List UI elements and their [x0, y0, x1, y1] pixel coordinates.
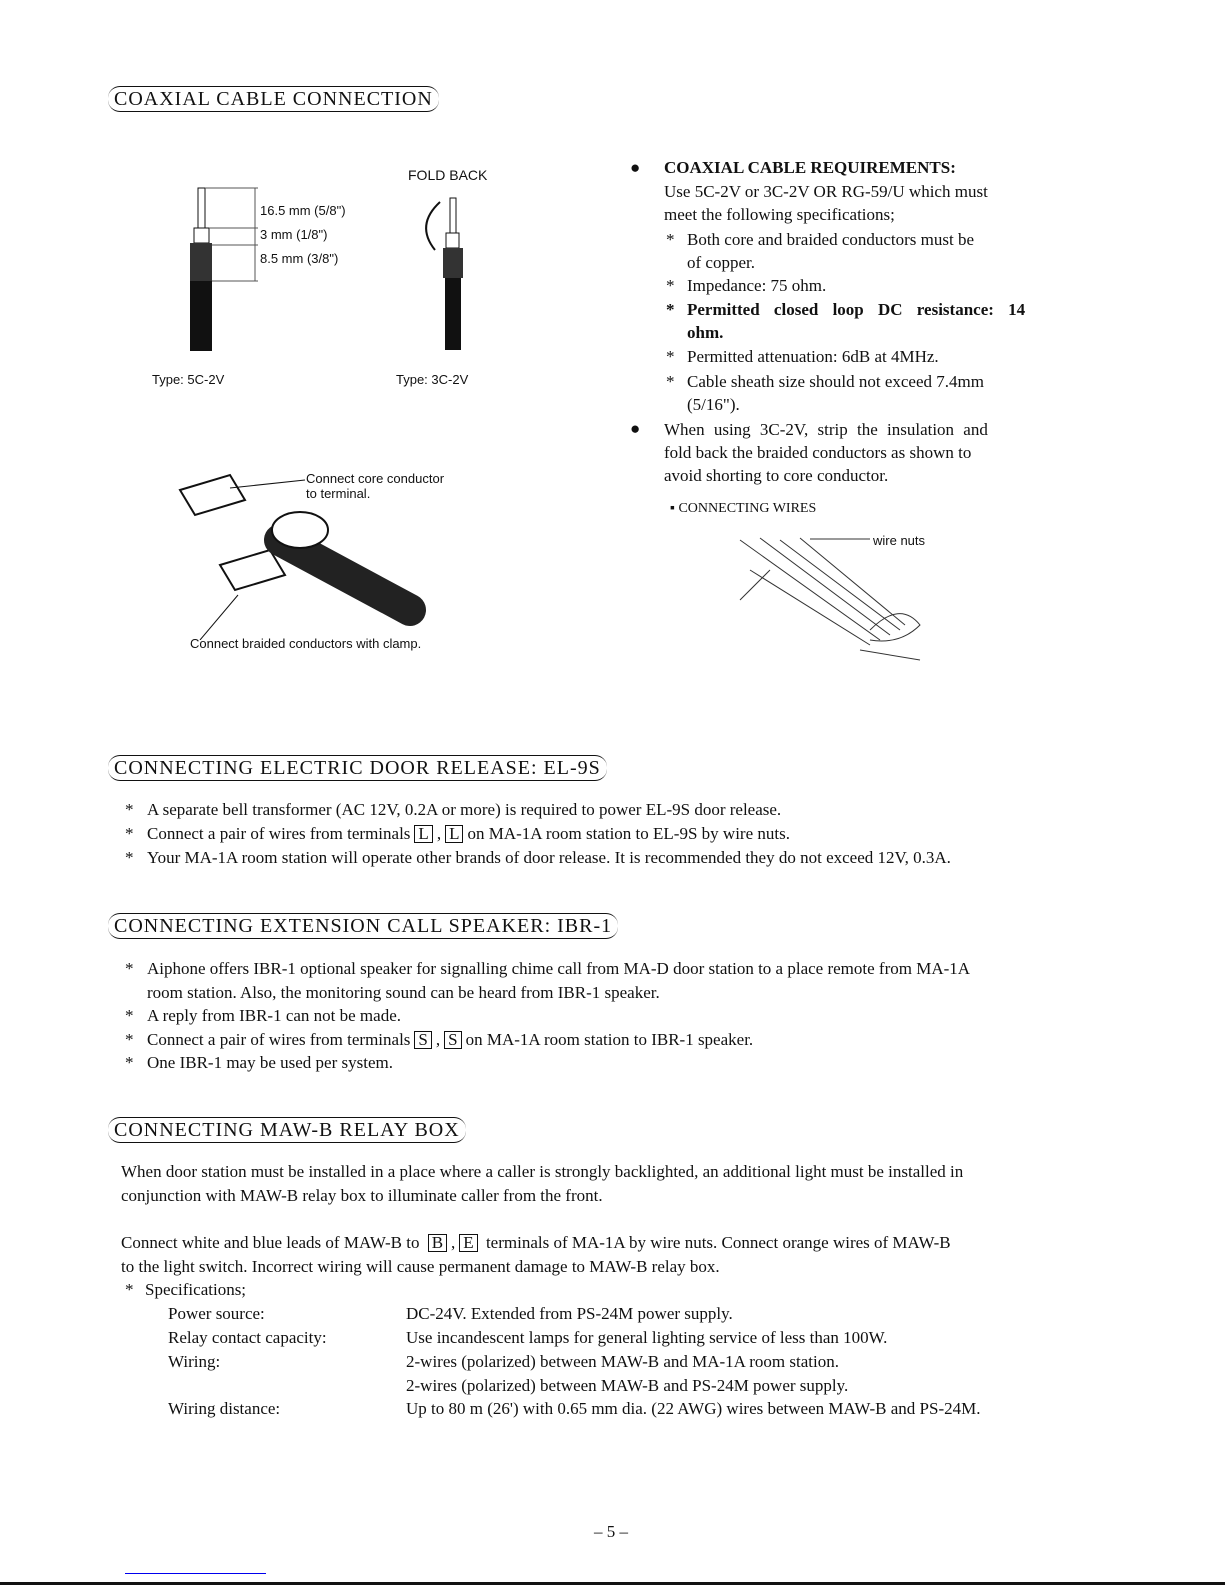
requirements-title: COAXIAL CABLE REQUIREMENTS:	[664, 158, 956, 177]
asterisk: *	[125, 959, 134, 978]
terminal-s: S	[444, 1031, 461, 1049]
terminal-e: E	[459, 1234, 477, 1252]
fold-back-label: FOLD BACK	[408, 167, 488, 183]
page-number: – 5 –	[594, 1522, 628, 1541]
asterisk: *	[125, 1053, 134, 1072]
door-line-3: Your MA-1A room station will operate other brands of door release. It is recommended they do not exceed 12V, 0.3A.	[147, 848, 951, 867]
wire-nuts-diagram	[730, 530, 930, 670]
terminal-s: S	[414, 1031, 431, 1049]
core-conductor-label-1: Connect core conductor	[306, 471, 445, 486]
type-5c2v-label: Type: 5C-2V	[152, 372, 225, 387]
note-line: When using 3C-2V, strip the insulation and	[664, 420, 988, 439]
spec-key: Wiring:	[168, 1352, 221, 1371]
dim-braid: 8.5 mm (3/8")	[260, 251, 339, 266]
bullet: ●	[630, 158, 641, 177]
asterisk: *	[125, 848, 134, 867]
asterisk: *	[666, 372, 675, 391]
relay-para-2b: to the light switch. Incorrect wiring will cause permanent damage to MAW-B relay box.	[121, 1257, 720, 1276]
core-conductor-label-2: to terminal.	[306, 486, 371, 501]
spec-impedance: Impedance: 75 ohm.	[687, 276, 827, 295]
type-3c2v-label: Type: 3C-2V	[396, 372, 469, 387]
wire-nuts-label: wire nuts	[873, 533, 926, 548]
relay-para-2: Connect white and blue leads of MAW-B to B , E terminals of MA-1A by wire nuts. Connect orange wires of MAW-B	[121, 1233, 951, 1252]
asterisk: *	[666, 276, 675, 295]
note-line: avoid shorting to core conductor.	[664, 466, 889, 485]
spec-resistance: Permitted closed loop DC resistance: 14	[687, 300, 1026, 319]
dim-insulation: 3 mm (1/8")	[260, 227, 328, 242]
spec-key: Relay contact capacity:	[168, 1328, 327, 1347]
spec-sheath-cont: (5/16").	[687, 395, 740, 414]
req-line: meet the following specifications;	[664, 205, 895, 224]
terminal-b: B	[428, 1234, 447, 1252]
spec-copper: Both core and braided conductors must be	[687, 230, 975, 249]
spec-attenuation: Permitted attenuation: 6dB at 4MHz.	[687, 347, 939, 366]
req-line: Use 5C-2V or 3C-2V OR RG-59/U which must	[664, 182, 988, 201]
spec-sheath: Cable sheath size should not exceed 7.4mm	[687, 372, 984, 391]
asterisk: *	[125, 800, 134, 819]
speaker-line-1b: room station. Also, the monitoring sound can be heard from IBR-1 speaker.	[147, 983, 660, 1002]
speaker-line-2: A reply from IBR-1 can not be made.	[147, 1006, 401, 1025]
connecting-wires-text: CONNECTING WIRES	[678, 501, 817, 516]
asterisk: *	[125, 1006, 134, 1025]
asterisk: *	[125, 1280, 134, 1299]
spec-value: 2-wires (polarized) between MAW-B and MA-1A room station.	[406, 1352, 839, 1371]
connecting-wires-heading: ▪ CONNECTING WIRES	[670, 501, 817, 516]
spec-value: DC-24V. Extended from PS-24M power supply.	[406, 1304, 733, 1323]
speaker-line-4: One IBR-1 may be used per system.	[147, 1053, 393, 1072]
terminal-l: L	[414, 825, 432, 843]
dim-core: 16.5 mm (5/8")	[260, 203, 346, 218]
section-heading-door-release: CONNECTING ELECTRIC DOOR RELEASE: EL-9S	[108, 755, 607, 781]
spec-key: Wiring distance:	[168, 1399, 281, 1418]
spec-value: Up to 80 m (26') with 0.65 mm dia. (22 AWG) wires between MAW-B and PS-24M.	[406, 1399, 981, 1418]
asterisk: *	[125, 1030, 134, 1049]
spec-copper-cont: of copper.	[687, 253, 755, 272]
bullet: ●	[630, 419, 641, 438]
asterisk: *	[666, 300, 675, 319]
door-line-1: A separate bell transformer (AC 12V, 0.2A or more) is required to power EL-9S door release.	[147, 800, 782, 819]
asterisk: *	[666, 230, 675, 249]
relay-para-1: When door station must be installed in a place where a caller is strongly backlighted, an additional light must be installed in	[121, 1162, 964, 1181]
speaker-line-3: Connect a pair of wires from terminals S , S on MA-1A room station to IBR-1 speaker.	[147, 1030, 754, 1049]
speaker-line-1: Aiphone offers IBR-1 optional speaker for signalling chime call from MA-D door station to a place remote from MA-1A	[147, 959, 971, 978]
section-heading-relay-box: CONNECTING MAW-B RELAY BOX	[108, 1117, 466, 1143]
spec-value: 2-wires (polarized) between MAW-B and PS-24M power supply.	[406, 1376, 849, 1395]
clamp-diagram	[170, 470, 430, 640]
door-line-2: Connect a pair of wires from terminals L , L on MA-1A room station to EL-9S by wire nuts.	[147, 824, 790, 843]
specifications-title: Specifications;	[145, 1280, 247, 1299]
braid-clamp-label: Connect braided conductors with clamp.	[190, 636, 422, 651]
section-heading-speaker: CONNECTING EXTENSION CALL SPEAKER: IBR-1	[108, 913, 618, 939]
section-heading-coaxial: COAXIAL CABLE CONNECTION	[108, 86, 439, 112]
asterisk: *	[666, 347, 675, 366]
note-line: fold back the braided conductors as shown to	[664, 443, 972, 462]
spec-resistance-cont: ohm.	[687, 323, 724, 342]
link-underline	[125, 1573, 266, 1574]
spec-key: Power source:	[168, 1304, 265, 1323]
asterisk: *	[125, 824, 134, 843]
terminal-l: L	[445, 825, 463, 843]
relay-para-1b: conjunction with MAW-B relay box to illuminate caller from the front.	[121, 1186, 603, 1205]
spec-value: Use incandescent lamps for general lighting service of less than 100W.	[406, 1328, 888, 1347]
